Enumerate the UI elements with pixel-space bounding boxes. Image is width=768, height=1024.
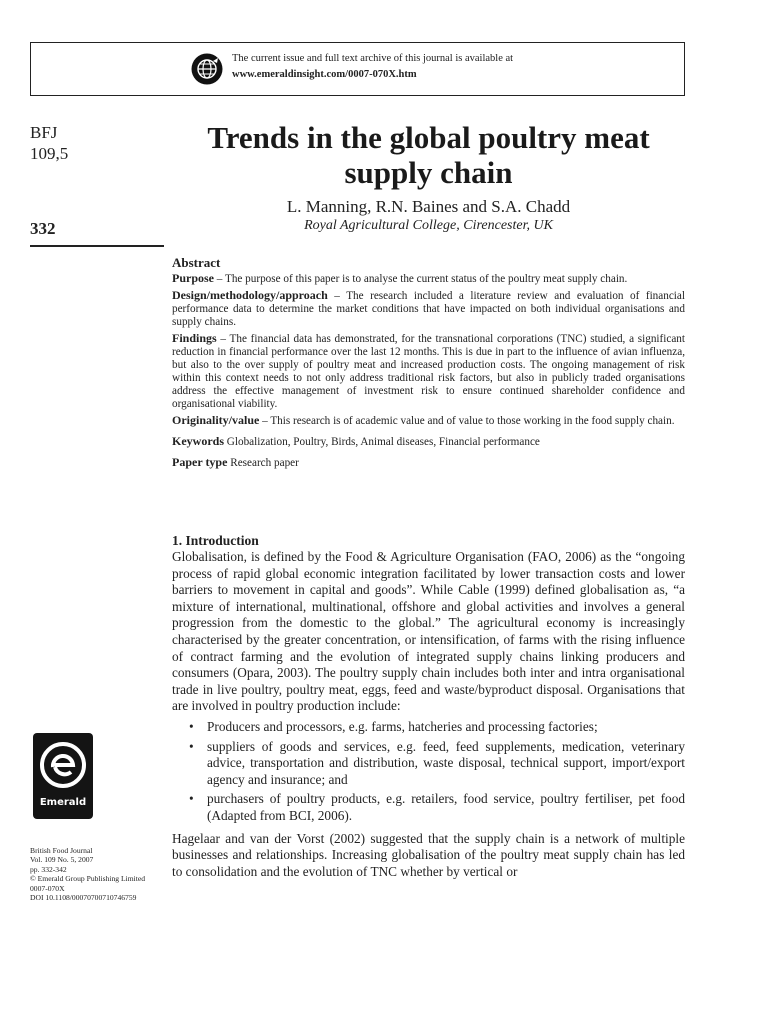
originality-label: Originality/value: [172, 413, 260, 427]
design-label: Design/methodology/approach: [172, 288, 328, 302]
globe-icon: [191, 53, 223, 85]
banner-url-link[interactable]: www.emeraldinsight.com/0007-070X.htm: [232, 69, 417, 80]
volume-issue: 109,5: [30, 144, 69, 163]
banner-availability-text: The current issue and full text archive of this journal is available at: [232, 53, 514, 64]
abstract-section: [172, 256, 685, 473]
abstract-purpose: [172, 272, 685, 286]
keywords-label: Keywords: [172, 434, 224, 448]
citation-doi: DOI 10.1108/00070700710746759: [30, 893, 137, 903]
list-item: • suppliers of goods and services, e.g. feed, feed supplements, medication, veterinary advice, transportation and distribution, waste disposal, technical support, import/export agency and insurance; and: [172, 739, 685, 789]
journal-volume-info: [30, 122, 68, 164]
emerald-logo-text: Emerald: [39, 797, 87, 808]
findings-text: – The financial data has demonstrated, for the transnational corporations (TNC) studied, a significant reduction in financial performance over the last 12 months. This is due in part to the influence of avian influenza, but also to the over supply of poultry meat and increased production costs. The ongoing management of risk within this context needs to not only address traditional risk factors, but also in publicly traded organisations address the effective management of investment risk to ensure continued shareholder confidence and organisational viability.: [172, 333, 685, 410]
intro-paragraph-2: Hagelaar and van der Vorst (2002) suggested that the supply chain is a network of multiple businesses and relationships. Increasing globalisation of the poultry meat supply chain has led to consolidation and the evolution of TNC whether by vertical or: [172, 830, 685, 879]
intro-paragraph-1: Globalisation, is defined by the Food & Agriculture Organisation (FAO, 2006) as the “ongoing process of rapid global economic integration facilitated by lower transaction costs and lower barriers to movement in capital and goods”. While Cable (1999) defined globalisation as, “a mixture of international, multinational, offshore and global activities and involves a general progression from the domestic to the global.” The agricultural economy is increasingly characterised by the greater concentration, or intensification, of farms with the rising influence of contract farming and the evolution of integrated supply chains linking producers and consumers (Opara, 2003). The poultry supply chain includes both inter and intra organisational trade in live poultry, poultry meat, eggs, feed and waste/byproduct disposal. Organisations that are involved in poultry production include:: [172, 549, 685, 714]
abstract-heading: Abstract: [172, 255, 221, 270]
introduction-heading: 1. Introduction: [172, 533, 259, 548]
citation-publisher: © Emerald Group Publishing Limited: [30, 874, 146, 884]
list-item: • purchasers of poultry products, e.g. retailers, food service, poultry fertiliser, pet food (Adapted from BCI, 2006).: [172, 791, 685, 824]
article-authors: L. Manning, R.N. Baines and S.A. Chadd: [286, 197, 571, 216]
journal-banner: [30, 42, 685, 96]
list-item: • Producers and processors, e.g. farms, hatcheries and processing factories;: [172, 719, 685, 736]
abstract-paper-type: [172, 456, 685, 470]
author-affiliation: Royal Agricultural College, Cirencester, UK: [304, 218, 553, 233]
purpose-text: – The purpose of this paper is to analyse the current status of the poultry meat supply chain.: [214, 273, 628, 285]
citation-issn: 0007-070X: [30, 883, 65, 893]
paper-type-text: Research paper: [227, 457, 299, 469]
emerald-logo: [33, 733, 93, 819]
organisations-list: [172, 719, 685, 825]
abstract-originality: [172, 414, 685, 428]
citation-volume: Vol. 109 No. 5, 2007: [30, 855, 94, 865]
page-number: 332: [30, 219, 56, 238]
journal-abbrev: BFJ: [30, 123, 58, 142]
margin-divider: [30, 245, 164, 247]
findings-label: Findings: [172, 331, 217, 345]
paper-type-label: Paper type: [172, 455, 228, 469]
abstract-keywords: [172, 435, 685, 449]
design-text: – The research included a literature review and evaluation of financial performance data to determine the market conditions that have impacted on both individual organisations and supply chains.: [172, 290, 685, 328]
citation-pages: pp. 332-342: [30, 864, 67, 874]
keywords-text: Globalization, Poultry, Birds, Animal diseases, Financial performance: [224, 436, 540, 448]
purpose-label: Purpose: [172, 271, 214, 285]
abstract-design: [172, 289, 685, 329]
citation-journal: British Food Journal: [30, 846, 93, 855]
citation-block: [30, 846, 145, 902]
originality-text: – This research is of academic value and of value to those working in the food supply chain.: [259, 415, 675, 427]
introduction-body: [172, 549, 685, 880]
emerald-logo-icon: [39, 741, 87, 789]
article-title: Trends in the global poultry meat supply chain: [207, 120, 650, 190]
abstract-findings: [172, 332, 685, 411]
